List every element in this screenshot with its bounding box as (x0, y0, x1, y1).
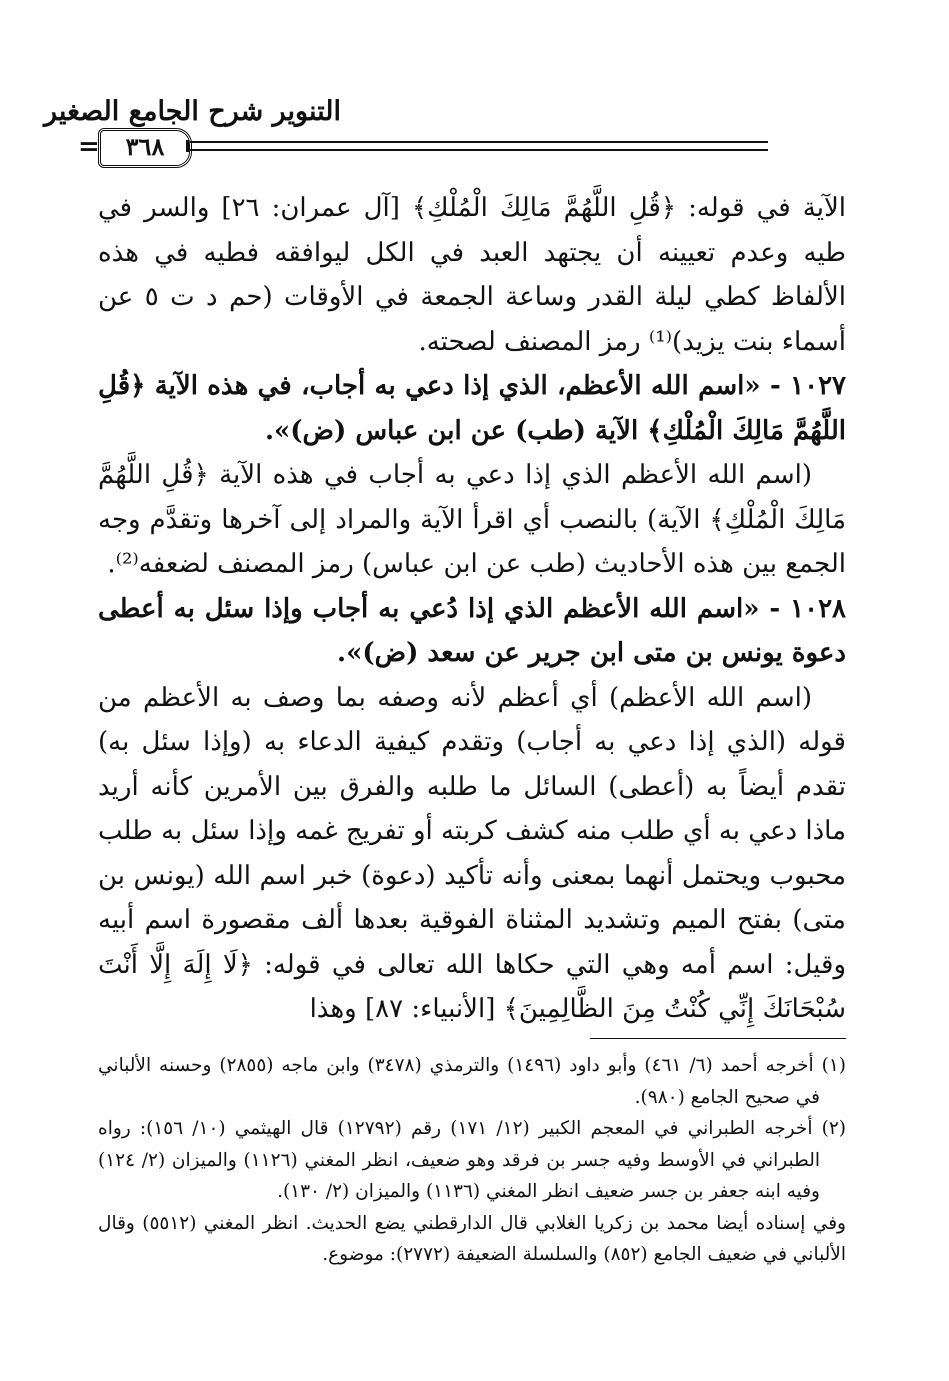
footnote-1: (١) أخرجه أحمد (٦/ ٤٦١) وأبو داود (١٤٩٦) والترمذي (٣٤٧٨) وابن ماجه (٢٨٥٥) وحسنه الألباني في صحيح الجامع (٩٨٠). (98, 1055, 846, 1108)
commentary-1028: (اسم الله الأعظم) أي أعظم لأنه وصفه بما وصف به الأعظم من قوله (الذي إذا دعي به أجاب) وتقدم كيفية الدعاء به (وإذا سئل به) تقدم أيضاً به (أعطى) السائل ما طلبه والفرق بين الأمرين كأنه أريد ماذا دعي به أي طلب منه كشف كربته أو تفريج غمه وإذا سئل به طلب محبوب ويحتمل أنهما بمعنى وأنه تأكيد (دعوة) خبر اسم الله (يونس بن متى) بفتح الميم وتشديد المثناة الفوقية بعدها ألف مقصورة اسم أبيه وقيل: اسم أمه وهي التي حكاها الله تعالى في قوله: ﴿لَا إِلَهَ إِلَّا أَنْتَ سُبْحَانَكَ إِنِّي كُنْتُ مِنَ الظَّالِمِينَ﴾ [الأنبياء: ٨٧] وهذا (98, 682, 846, 1024)
running-title: التنوير شرح الجامع الصغير (44, 96, 341, 127)
footnote-2-continuation: وفي إسناده أيضا محمد بن زكريا الغلابي قال الدارقطني يضع الحديث. انظر المغني (٥٥١٢) وقال الألباني في ضعيف الجامع (٨٥٢) والسلسلة الضعيفة (٢٧٧٢): موضوع. (98, 1212, 846, 1265)
header-rule-top (190, 141, 768, 143)
footnotes (98, 1050, 846, 1271)
footnote-separator (590, 1038, 846, 1039)
main-text (98, 186, 846, 1032)
footnote-2: (٢) أخرجه الطبراني في المعجم الكبير (١٢/ ١٧١) رقم (١٢٧٩٢) قال الهيثمي (١٠/ ١٥٦): رواه الطبراني في الأوسط وفيه جسر بن فرقد وهو ضعيف، انظر المغني (١١٢٦) والميزان (٢/ ١٢٤) وفيه ابنه جعفر بن جسر ضعيف انظر المغني (١١٣٦) والميزان (٢/ ١٣٠). (98, 1118, 846, 1202)
page-number: ٣٦٨ (98, 128, 192, 168)
commentary-1027: (اسم الله الأعظم الذي إذا دعي به أجاب في هذه الآية ﴿قُلِ اللَّهُمَّ مَالِكَ الْمُلْكِ﴾ الآية) بالنصب أي اقرأ الآية والمراد إلى آخرها وتقدَّم وجه الجمع بين هذه الأحاديث (طب عن ابن عباس) رمز المصنف لضعفه⁽²⁾. (98, 460, 846, 579)
hadith-1028: ١٠٢٨ - «اسم الله الأعظم الذي إذا دُعي به أجاب وإذا سئل به أعطى دعوة يونس بن متى ابن جرير عن سعد (ض)». (98, 593, 846, 668)
paragraph-continuation: الآية في قوله: ﴿قُلِ اللَّهُمَّ مَالِكَ الْمُلْكِ﴾ [آل عمران: ٢٦] والسر في طيه وعدم تعيينه أن يجتهد العبد في الكل ليوافقه فطيه في هذه الألفاظ كطي ليلة القدر وساعة الجمعة في الأوقات (حم د ت ٥ عن أسماء بنت يزيد)⁽¹⁾ رمز المصنف لصحته. (98, 193, 847, 357)
header-rule-bottom (190, 149, 768, 151)
hadith-1027: ١٠٢٧ - «اسم الله الأعظم، الذي إذا دعي به أجاب، في هذه الآية ﴿قُلِ اللَّهُمَّ مَالِكَ الْمُلْكِ﴾ الآية (طب) عن ابن عباس (ض)». (98, 371, 846, 446)
header-ornament: = (78, 132, 100, 162)
